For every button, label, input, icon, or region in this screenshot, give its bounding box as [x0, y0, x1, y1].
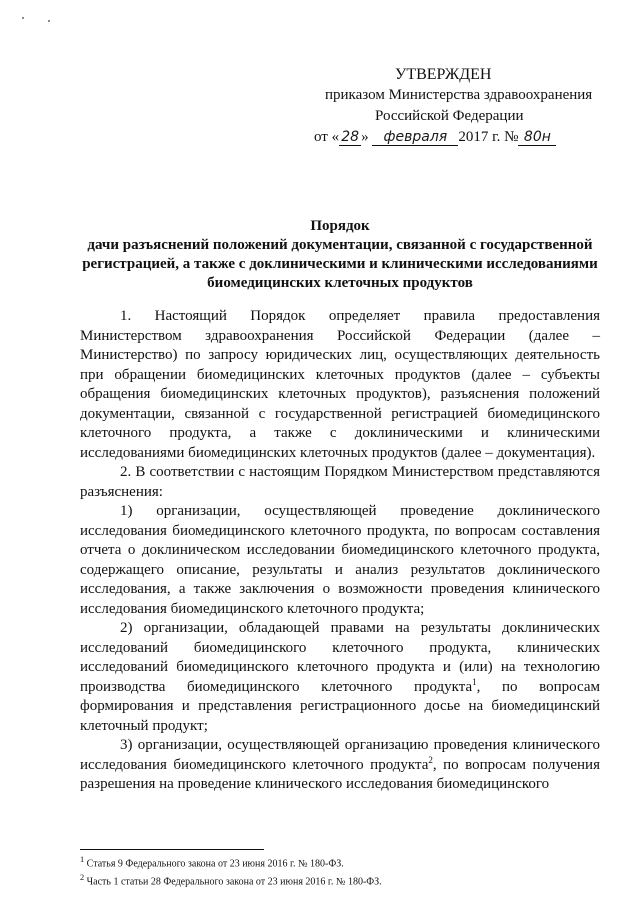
document-title	[60, 217, 620, 293]
handwritten-order-number: 80н	[518, 129, 556, 146]
footnote-2-number: 2	[80, 873, 85, 883]
approval-line-ministry: приказом Министерства здравоохранения	[325, 87, 593, 103]
date-prefix: от «	[314, 129, 340, 145]
approval-line-country: Российской Федерации	[375, 108, 524, 124]
paragraph-2-item-2	[80, 619, 600, 736]
date-year-text: 2017 г. №	[458, 129, 519, 145]
footnote-1-number: 1	[80, 855, 85, 864]
scan-speck	[22, 17, 24, 19]
item-2-text-a: 2) организации, обладающей правами на результаты доклинических исследований биомедицинского клеточного продукта, клинических исследований биомедицинского клеточного продукта и (или) на технологию производства биомедицинского клеточного продукта	[80, 620, 600, 695]
footnotes	[80, 853, 600, 890]
approval-heading: УТВЕРЖДЕН	[395, 66, 492, 83]
footnote-ref-1: 1	[472, 676, 477, 687]
handwritten-month: февраля	[372, 129, 458, 146]
date-mid: »	[361, 129, 369, 145]
paragraph-1: 1. Настоящий Порядок определяет правила предоставления Министерством здравоохранения Российской Федерации (далее – Министерство) по запросу юридических лиц, осуществляющих деятельность при обращении биомедицинских клеточных продуктов (далее – субъекты обращения биомедицинских клеточных продуктов), разъяснения положений документации, связанной с государственной регистрацией биомедицинского клеточного продукта, а также с доклиническими и клиническими исследованиями биомедицинских клеточных продуктов (далее – документация).	[80, 308, 600, 461]
footnote-separator	[80, 849, 264, 850]
footnote-2	[80, 871, 600, 889]
item-2-text-b: , по вопросам формирования и представления регистрационного досье на биомедицинский клеточный продукт;	[80, 678, 600, 734]
footnote-1	[80, 853, 600, 871]
title-line-4: биомедицинских клеточных продуктов	[207, 275, 473, 291]
item-3-text-b: , по вопросам получения разрешения на проведение клинического исследования биомедицинского	[80, 756, 600, 792]
scan-speck	[48, 20, 50, 22]
title-line-3: регистрацией, а также с доклиническими и клиническими исследованиями	[82, 256, 598, 272]
footnote-2-text: Часть 1 статьи 28 Федерального закона от 23 июня 2016 г. № 180-ФЗ.	[84, 876, 382, 888]
paragraph-2-item-1: 1) организации, осуществляющей проведение доклинического исследования биомедицинского клеточного продукта, по вопросам составления отчета о доклиническом исследовании биомедицинского клеточного продукта, содержащего описание, результаты и анализ результатов доклинического исследования, а также заключения о возможности проведения клинического исследования биомедицинского клеточного продукта;	[80, 503, 600, 617]
footnote-ref-2: 2	[428, 754, 433, 765]
paragraph-2-item-3	[80, 736, 600, 795]
title-line-2: дачи разъяснений положений документации, связанной с государственной	[87, 237, 593, 253]
title-line-1: Порядок	[310, 218, 370, 234]
approval-stamp	[300, 64, 600, 148]
item-3-text-a: 3) организации, осуществляющей организацию проведения клинического исследования биомедицинского клеточного продукта	[80, 737, 600, 773]
paragraph-2: 2. В соответствии с настоящим Порядком Министерством представляются разъяснения:	[80, 464, 600, 500]
handwritten-day: 28	[339, 129, 361, 146]
document-body	[80, 307, 600, 795]
approval-date-line	[314, 127, 600, 148]
footnote-1-text: Статья 9 Федерального закона от 23 июня 2016 г. № 180-ФЗ.	[84, 858, 344, 870]
